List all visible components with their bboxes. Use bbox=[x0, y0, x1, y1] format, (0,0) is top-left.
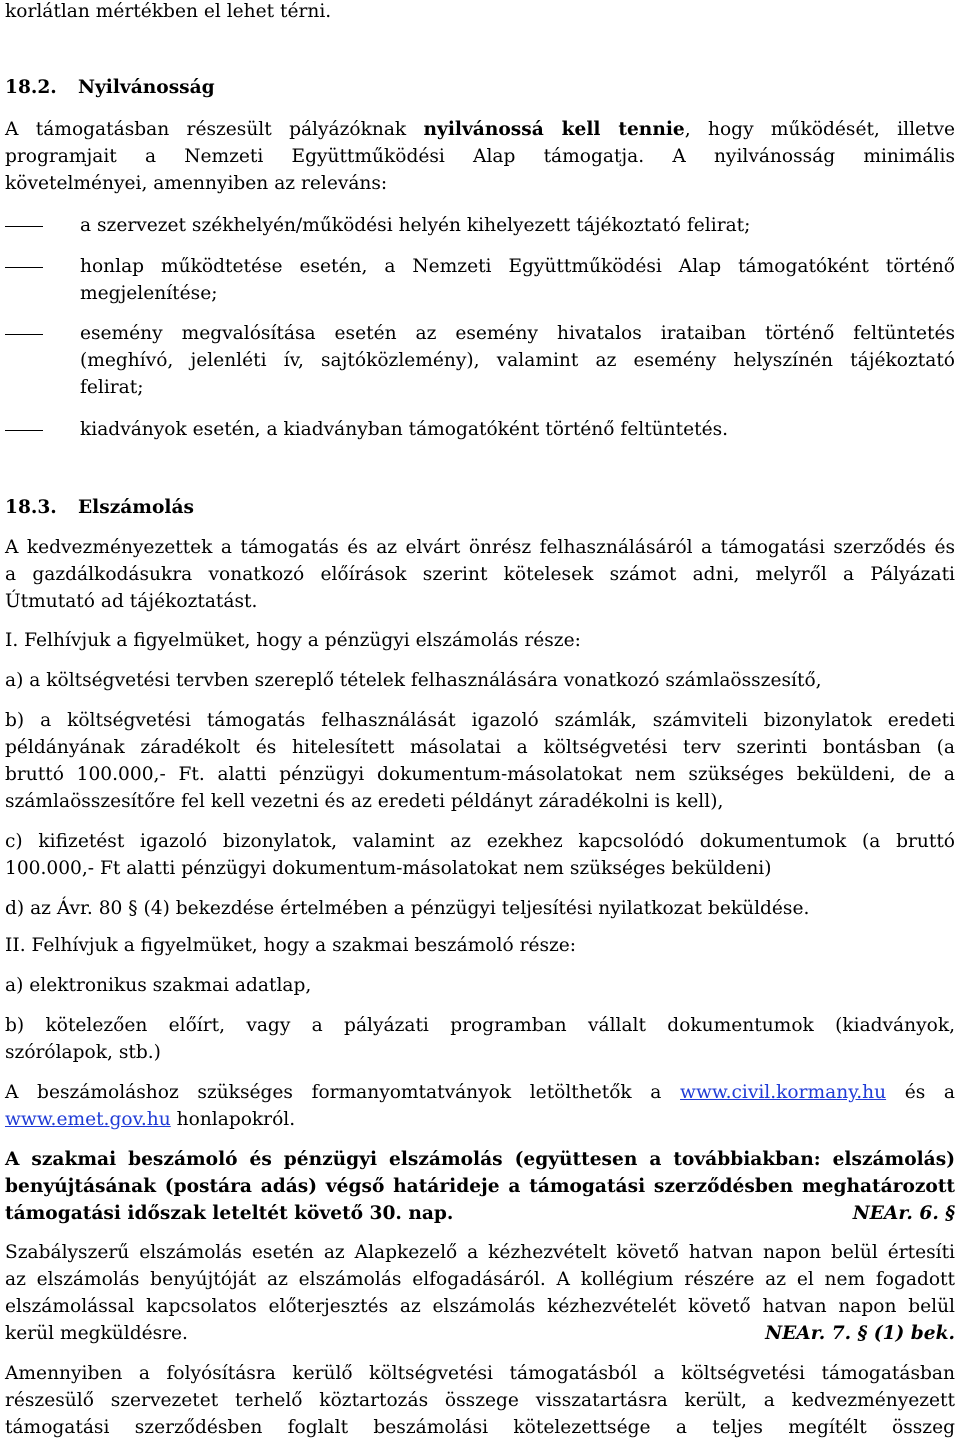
bullet-item: honlap működtetése esetén, a Nemzeti Együttműködési Alap támogatóként történő bbox=[80, 256, 955, 277]
emphasis-text: nyilvánossá kell tennie bbox=[423, 119, 685, 140]
paragraph-line: Amennyiben a folyósításra kerülő költségvetési támogatásból a költségvetési támogatásban bbox=[5, 1363, 955, 1384]
bullet-item: esemény megvalósítása esetén az esemény hivatalos irataiban történő feltüntetés bbox=[80, 323, 955, 344]
section-heading-18-3 bbox=[5, 494, 955, 522]
link-civil-kormany[interactable]: www.civil.kormany.hu bbox=[680, 1082, 887, 1103]
text-run: , hogy működését, illetve bbox=[684, 119, 955, 140]
link-emet[interactable]: www.emet.gov.hu bbox=[5, 1109, 171, 1130]
list-item-d: d) az Ávr. 80 § (4) bekezdése értelmében a pénzügyi teljesítési nyilatkozat beküldése. bbox=[5, 898, 810, 919]
text-run: kerül megküldésre. bbox=[5, 1323, 188, 1344]
text-run: A beszámoláshoz szükséges formanyomtatványok letölthetők a bbox=[5, 1082, 662, 1103]
paragraph-line: az elszámolás benyújtóját az elszámolás elfogadásáról. A kollégium részére az el nem fogadott bbox=[5, 1269, 955, 1290]
section-title: Nyilvánosság bbox=[78, 77, 215, 98]
deadline-line: benyújtásának (postára adás) végső határideje a támogatási szerződésben meghatározott bbox=[5, 1176, 955, 1197]
list-heading-II: II. Felhívjuk a figyelmüket, hogy a szakmai beszámoló része: bbox=[5, 935, 577, 956]
deadline-line bbox=[5, 1200, 955, 1228]
section-number: 18.2. bbox=[5, 77, 57, 98]
list-item-c-cont: 100.000,- Ft alatti pénzügyi dokumentum-másolatokat nem szükséges beküldeni) bbox=[5, 858, 772, 879]
deadline-line: A szakmai beszámoló és pénzügyi elszámolás (együttesen a továbbiakban: elszámolás) bbox=[5, 1149, 955, 1170]
section-title: Elszámolás bbox=[78, 497, 194, 518]
list-item-b-cont: példányának záradékolt és hitelesített másolatai a költségvetési terv szerinti bontásban (a bbox=[5, 737, 955, 758]
paragraph-line: a gazdálkodásukra vonatkozó előírások szerint kötelesek számot adni, melyről a Pályázati bbox=[5, 564, 955, 585]
forms-line-cont bbox=[5, 1106, 955, 1134]
dash-bullet bbox=[5, 226, 43, 227]
paragraph-line: A kedvezményezettek a támogatás és az elvárt önrész felhasználásáról a támogatási szerződés és bbox=[5, 537, 955, 558]
paragraph-line: programjait a Nemzeti Együttműködési Alap támogatja. A nyilvánosság minimális bbox=[5, 146, 955, 167]
forms-line bbox=[5, 1079, 955, 1107]
list-item-b-cont: számlaösszesítőre fel kell vezetni és az eredeti példányt záradékolni is kell), bbox=[5, 791, 724, 812]
dash-bullet bbox=[5, 267, 43, 268]
bullet-item: a szervezet székhelyén/működési helyén kihelyezett tájékoztató felirat; bbox=[80, 215, 751, 236]
section-number: 18.3. bbox=[5, 497, 57, 518]
bullet-item-cont: megjelenítése; bbox=[80, 283, 218, 304]
bullet-item-cont: felirat; bbox=[80, 377, 144, 398]
paragraph-line: Szabályszerű elszámolás esetén az Alapkezelő a kézhezvételt követő hatvan napon belül értesíti bbox=[5, 1242, 955, 1263]
paragraph-line bbox=[5, 116, 955, 144]
list-item-a: a) a költségvetési tervben szereplő tételek felhasználására vonatkozó számlaösszesítő, bbox=[5, 670, 822, 691]
list-item-IIa: a) elektronikus szakmai adatlap, bbox=[5, 975, 312, 996]
dash-bullet bbox=[5, 430, 43, 431]
paragraph-line bbox=[5, 1320, 955, 1348]
legal-reference: NEAr. 6. § bbox=[852, 1203, 955, 1224]
paragraph-line: követelményei, amennyiben az releváns: bbox=[5, 173, 388, 194]
list-item-c: c) kifizetést igazoló bizonylatok, valamint az ezekhez kapcsolódó dokumentumok (a bruttó bbox=[5, 831, 955, 852]
section-heading-18-2 bbox=[5, 74, 955, 102]
dash-bullet bbox=[5, 334, 43, 335]
paragraph-line: részesülő szervezetet terhelő köztartozás összege visszatartásra került, a kedvezményezett bbox=[5, 1390, 955, 1411]
text-run: A támogatásban részesült pályázóknak bbox=[5, 119, 424, 140]
list-item-b: b) a költségvetési támogatás felhasználását igazoló számlák, számviteli bizonylatok eredeti bbox=[5, 710, 955, 731]
intro-line: korlátlan mértékben el lehet térni. bbox=[5, 1, 332, 22]
list-item-IIb: b) kötelezően előírt, vagy a pályázati programban vállalt dokumentumok (kiadványok, bbox=[5, 1015, 955, 1036]
legal-reference: NEAr. 7. § (1) bek. bbox=[765, 1323, 955, 1344]
paragraph-line: támogatási szerződésben foglalt beszámolási kötelezettsége a teljes megítélt összeg bbox=[5, 1417, 955, 1438]
text-run: és a bbox=[904, 1082, 955, 1103]
list-item-b-cont: bruttó 100.000,- Ft. alatti pénzügyi dokumentum-másolatokat nem szükséges beküldeni, de a bbox=[5, 764, 955, 785]
paragraph-line: Útmutató ad tájékoztatást. bbox=[5, 591, 258, 612]
bullet-item: kiadványok esetén, a kiadványban támogatóként történő feltüntetés. bbox=[80, 419, 729, 440]
paragraph-line: elszámolással kapcsolatos előterjesztés az elszámolás kézhezvételét követő hatvan napon belül bbox=[5, 1296, 955, 1317]
bullet-item-cont: (meghívó, jelenléti ív, sajtóközlemény), valamint az esemény helyszínén tájékoztató bbox=[80, 350, 955, 371]
list-heading-I: I. Felhívjuk a figyelmüket, hogy a pénzügyi elszámolás része: bbox=[5, 630, 581, 651]
text-run: honlapokról. bbox=[170, 1109, 296, 1130]
list-item-IIb-cont: szórólapok, stb.) bbox=[5, 1042, 161, 1063]
text-run: támogatási időszak leteltét követő 30. nap. bbox=[5, 1203, 454, 1224]
